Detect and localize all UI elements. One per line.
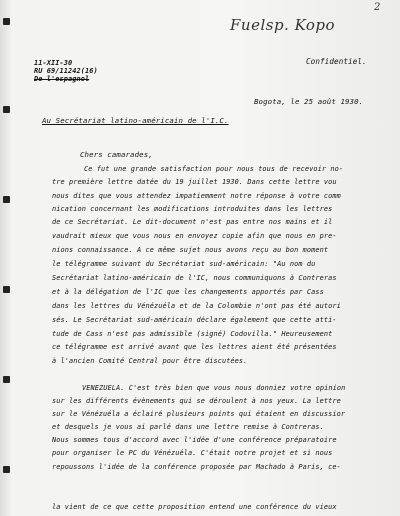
body-line: ce télégramme est arrivé avant que les lettres aient été présentées [52,343,337,351]
binder-hole [3,18,10,25]
body-line: et à la délégation de l'IC que les changements apportés par Cass [52,288,324,296]
body-line: de ce Secrétariat. Le dit-document n'est pas entre nos mains et il [52,218,333,226]
body-line: Ce fut une grande satisfaction pour nous tous de recevoir no- [84,165,344,173]
salutation: Chers camarades, [80,150,153,159]
body-line: le télégramme suivant du Secrétariat sud-américain: "Au nom du [52,260,316,268]
body-line: sés. Le Secrétariat sud-américain déclare également que cette atti- [52,316,337,324]
body-line: à l'ancien Comité Central pour être discutées. [52,357,248,365]
body-line: nous dites que vous attendez impatiemment notre réponse à votre comm [52,192,341,200]
body-line: pour organiser le PC du Vénézuéla. C'était notre projet et si nous [52,449,333,457]
binder-hole [3,466,10,473]
body-line: VENEZUELA. C'est très bien que vous nous donniez votre opinion [82,384,346,392]
binder-hole [3,106,10,113]
body-line: Secrétariat latino-américain de l'IC, nous communiquons à Contreras [52,274,337,282]
body-line: tude de Cass n'est pas admissible (signé) Codovilla." Heureusement [52,330,333,338]
addressee: Au Secrétariat latino-américain de l'I.C. [42,116,229,125]
body-line: et desquels je vous ai parlé dans une lettre remise à Contreras. [52,423,324,431]
confidential-label: Confidentiel. [306,57,367,66]
binder-hole [3,376,10,383]
binder-holes [0,0,16,516]
body-line: sur les différents évènements qui se déroulent à nos yeux. La lettre [52,397,341,405]
body-line: vaudrait mieux que vous nous en envoyez copie afin que nous en pre- [52,232,337,240]
dateline: Bogota, le 25 août 1930. [254,97,364,106]
page-number: 2 [374,2,381,13]
body-line: repoussons l'idée de la conférence proposée par Machado à Paris, ce- [52,463,341,471]
body-line: dans les lettres du Vénézuéla et de la Colombie n'ont pas été autori [52,302,341,310]
binder-hole [3,286,10,293]
ref-line: 11-XII-30 [34,59,73,67]
handwritten-annotation: Fuelsp. Kopo [230,16,336,34]
ref-line: RU 69/11242(16) [34,67,98,75]
body-line: la vient de ce que cette proposition entend une conférence du vieux [52,503,337,511]
body-line: nions connaissance. A ce même sujet nous avons reçu au bon moment [52,246,329,254]
body-line: nication concernant les modifications introduites dans les lettres [52,205,333,213]
binder-hole [3,196,10,203]
ref-line: De l'espagnol [34,75,90,83]
body-line: Nous sommes tous d'accord avec l'idée d'une conférence préparatoire [52,436,337,444]
body-line: sur le Vénézuéla a éclairé plusieurs points qui étaient en discussior [52,410,346,418]
body-line: tre première lettre datée du 19 juillet 1930. Dans cette lettre vou [52,178,337,186]
